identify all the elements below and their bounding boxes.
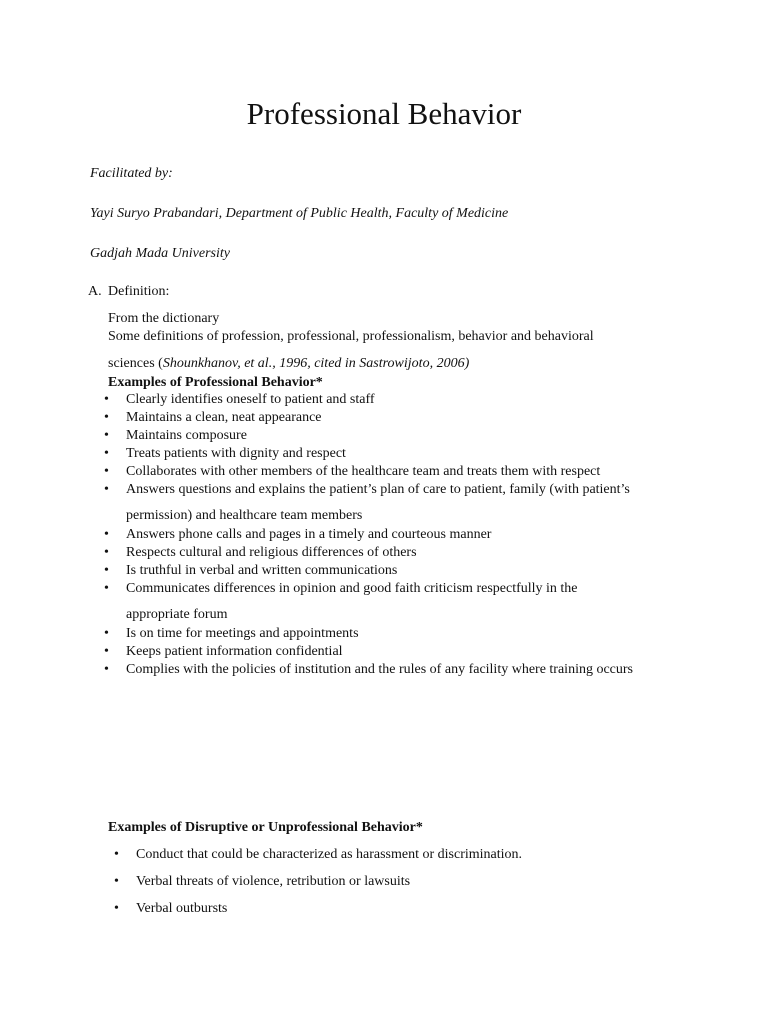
professional-behavior-heading: Examples of Professional Behavior* bbox=[108, 375, 323, 390]
bullet-marker: • bbox=[104, 428, 109, 443]
bullet-marker: • bbox=[104, 392, 109, 407]
page-title: Professional Behavior bbox=[246, 96, 522, 131]
definition-line-2: Some definitions of profession, professional, professionalism, behavior and behavioral bbox=[108, 329, 594, 344]
bullet-marker: • bbox=[104, 581, 109, 596]
facilitated-by-label: Facilitated by: bbox=[90, 166, 173, 181]
author-line: Yayi Suryo Prabandari, Department of Public Health, Faculty of Medicine bbox=[90, 206, 509, 221]
bullet-marker: • bbox=[104, 662, 109, 677]
definition-line-1: From the dictionary bbox=[108, 311, 220, 326]
bullet-marker: • bbox=[104, 545, 109, 560]
bullet-marker: • bbox=[114, 847, 119, 862]
definition-line-3-text: sciences ( bbox=[108, 356, 163, 371]
unprofessional-behavior-heading: Examples of Disruptive or Unprofessional Behavior* bbox=[108, 820, 423, 835]
bullet-marker: • bbox=[114, 901, 119, 916]
section-a-label: Definition: bbox=[108, 284, 170, 299]
bullet-marker: • bbox=[104, 527, 109, 542]
bullet-marker: • bbox=[104, 482, 109, 497]
bullet-marker: • bbox=[104, 644, 109, 659]
bullet-marker: • bbox=[104, 464, 109, 479]
bullet-marker: • bbox=[114, 874, 119, 889]
bullet-marker: • bbox=[104, 563, 109, 578]
bullet-marker: • bbox=[104, 626, 109, 641]
section-a-marker: A. bbox=[88, 284, 102, 299]
bullet-marker: • bbox=[104, 446, 109, 461]
bullet-marker: • bbox=[104, 410, 109, 425]
citation: Shounkhanov, et al., 1996, cited in Sastrowijoto, 2006) bbox=[162, 356, 470, 371]
definition-line-3 bbox=[108, 355, 469, 373]
university-line: Gadjah Mada University bbox=[90, 246, 230, 261]
